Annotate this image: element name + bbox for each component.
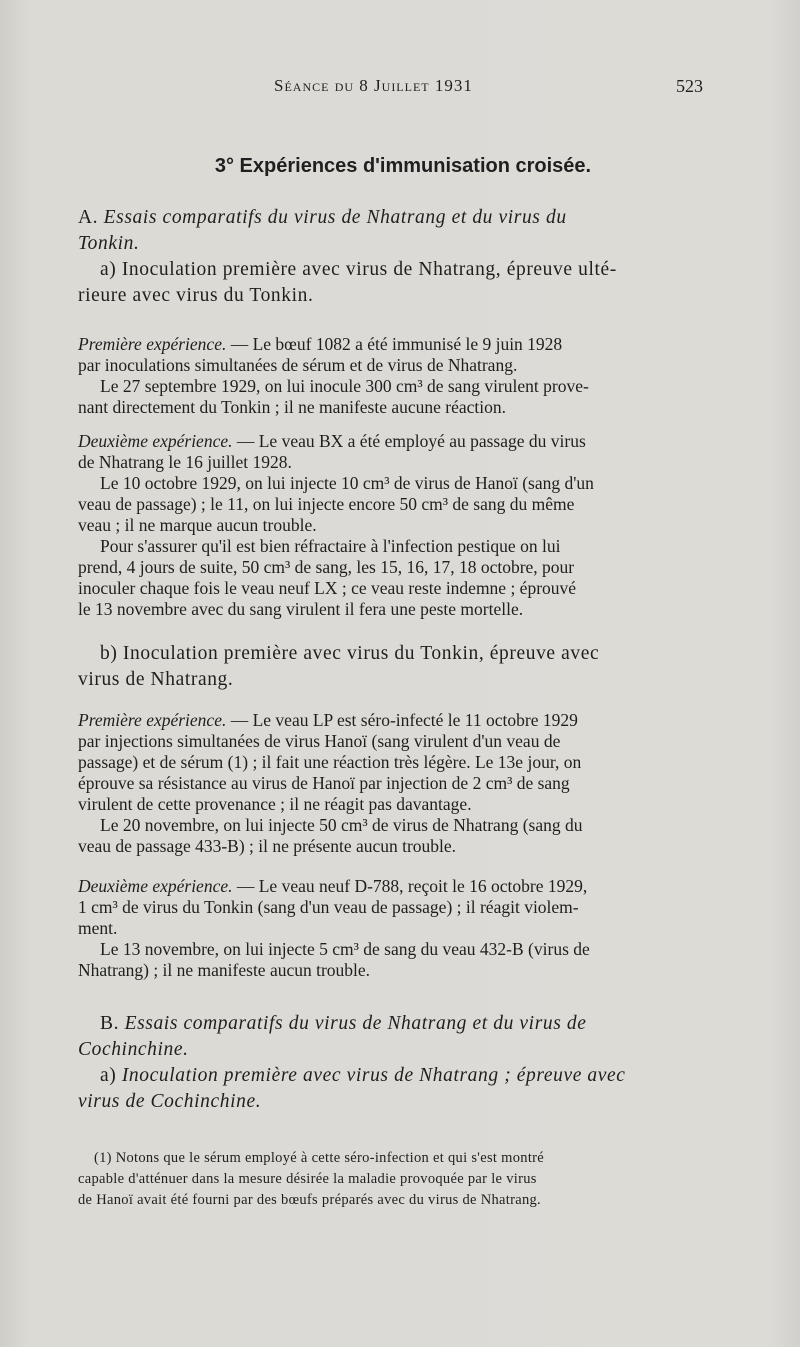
text-line: a) Inoculation première avec virus de Nhatrang ; épreuve avec [100,1065,626,1086]
section-title: 3° Expériences d'immunisation croisée. [214,155,592,177]
text-line: B. Essais comparatifs du virus de Nhatrang et du virus de [100,1013,587,1034]
label-a: A. [78,207,104,228]
text-line: Le 10 octobre 1929, on lui injecte 10 cm³ de virus de Hanoï (sang d'un [100,473,594,493]
heading-italic: Essais comparatifs du virus de Nhatrang et du virus de [124,1013,587,1034]
text-line: Le 27 septembre 1929, on lui inocule 300 cm³ de sang virulent prove- [100,376,589,396]
text-line: prend, 4 jours de suite, 50 cm³ de sang, les 15, 16, 17, 18 octobre, pour [78,557,575,577]
running-head: Séance du 8 Juillet 1931 [274,76,473,95]
text-line: veau ; il ne marque aucun trouble. [78,515,317,535]
text-line: par inoculations simultanées de sérum et de virus de Nhatrang. [78,355,518,375]
experiment-b1 [78,710,720,857]
text-line [78,205,720,231]
text-line: rieure avec virus du Tonkin. [78,285,314,306]
text-line: virus de Nhatrang. [78,669,234,690]
text-line: Cochinchine. [78,1039,189,1060]
text-line: Le 13 novembre, on lui injecte 5 cm³ de sang du veau 432-B (virus de [100,939,590,959]
text-line: Le 20 novembre, on lui injecte 50 cm³ de virus de Nhatrang (sang du [100,815,583,835]
page-number: 523 [676,76,703,96]
text-line: éprouve sa résistance au virus de Hanoï par injection de 2 cm³ de sang [78,773,570,793]
page-header [0,76,800,100]
text-line: a) Inoculation première avec virus de Nhatrang, épreuve ulté- [100,259,617,280]
text-line: de Nhatrang le 16 juillet 1928. [78,452,292,472]
text-line: Première expérience. — Le veau LP est séro-infecté le 11 octobre 1929 [78,710,578,730]
text-line: veau de passage 433-B) ; il ne présente aucun trouble. [78,836,457,856]
text-line: par injections simultanées de virus Hanoï (sang virulent d'un veau de [78,731,561,751]
text-line: Nhatrang) ; il ne manifeste aucun trouble. [78,960,371,980]
section-b-heading [78,641,720,693]
text-line: Deuxième expérience. — Le veau neuf D-788, reçoit le 16 octobre 1929, [78,876,588,896]
text-line: ment. [78,918,118,938]
text-line: inoculer chaque fois le veau neuf LX ; ce veau reste indemne ; éprouvé [78,578,577,598]
footnote-line: (1) Notons que le sérum employé à cette séro-infection et qui s'est montré [94,1150,545,1166]
text-line: passage) et de sérum (1) ; il fait une réaction très légère. Le 13e jour, on [78,752,582,772]
text-line: veau de passage) ; le 11, on lui injecte encore 50 cm³ de sang du même [78,494,575,514]
heading-italic: Inoculation première avec virus de Nhatrang ; épreuve avec [121,1065,626,1086]
text-line: Première expérience. — Le bœuf 1082 a été immunisé le 9 juin 1928 [78,334,563,354]
experiment-b2 [78,876,720,981]
text-line: b) Inoculation première avec virus du Tonkin, épreuve avec [100,643,600,664]
footnote-line: de Hanoï avait été fourni par des bœufs préparés avec du virus de Nhatrang. [78,1192,541,1208]
experiment-label: Deuxième expérience. [78,431,233,451]
section-b-upper-heading [78,1011,720,1115]
text-line: virulent de cette provenance ; il ne réagit pas davantage. [78,794,472,814]
text-line: Pour s'assurer qu'il est bien réfractaire à l'infection pestique on lui [100,536,561,556]
text-line: le 13 novembre avec du sang virulent il fera une peste mortelle. [78,599,524,619]
experiment-label: Première expérience. [78,710,227,730]
text-line: virus de Cochinchine. [78,1091,262,1112]
experiment-a1 [78,334,720,418]
footnote [78,1148,720,1211]
experiment-label: Deuxième expérience. [78,876,233,896]
experiment-label: Première expérience. [78,334,227,354]
heading-italic: Essais comparatifs du virus de Nhatrang et du virus du [103,207,567,228]
text-line: 1 cm³ de virus du Tonkin (sang d'un veau de passage) ; il réagit violem- [78,897,579,917]
text-line: Tonkin. [78,233,140,254]
section-a-heading [78,205,720,309]
experiment-a2 [78,431,720,620]
text-line: Deuxième expérience. — Le veau BX a été employé au passage du virus [78,431,586,451]
footnote-line: capable d'atténuer dans la mesure désirée la maladie provoquée par le virus [78,1171,537,1187]
text-line: nant directement du Tonkin ; il ne manifeste aucune réaction. [78,397,507,417]
